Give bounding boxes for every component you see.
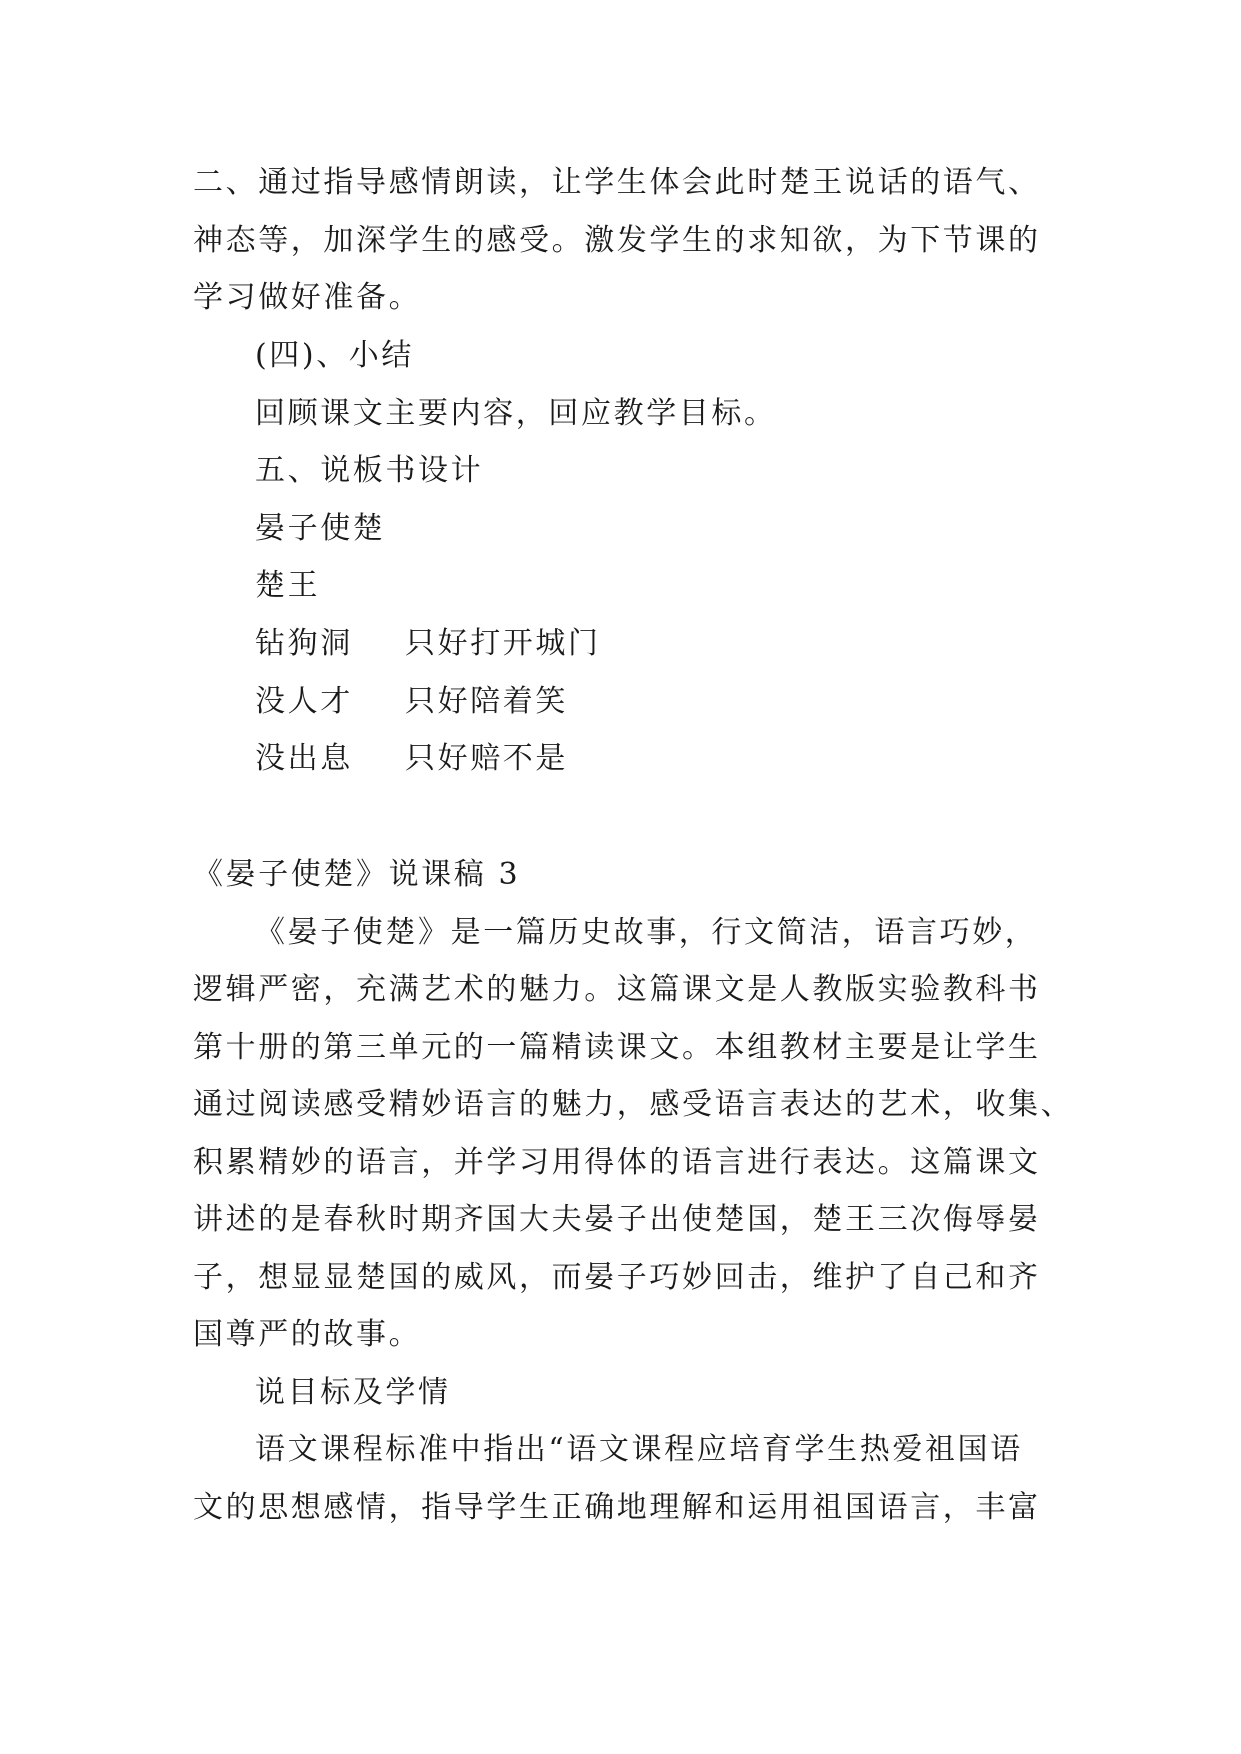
board-row-right: 只好陪着笑 [405, 684, 568, 719]
paragraph-line: 学习做好准备。 [193, 280, 422, 315]
paragraph-line: 语文课程标准中指出“语文课程应培育学生热爱祖国语 [255, 1432, 1023, 1467]
paragraph-line: 通过阅读感受精妙语言的魅力，感受语言表达的艺术，收集、 [193, 1087, 1074, 1122]
summary-text: 回顾课文主要内容，回应教学目标。 [255, 396, 777, 431]
board-row-left: 没出息 [255, 741, 353, 776]
paragraph-line: 积累精妙的语言，并学习用得体的语言进行表达。这篇课文 [193, 1145, 1041, 1180]
board-row-left: 钻狗洞 [255, 626, 353, 661]
paragraph-line: 逻辑严密，充满艺术的魅力。这篇课文是人教版实验教科书 [193, 972, 1041, 1007]
paragraph-line: 神态等，加深学生的感受。激发学生的求知欲，为下节课的 [193, 223, 1041, 258]
paragraph-line: 二、通过指导感情朗读，让学生体会此时楚王说话的语气、 [193, 165, 1041, 200]
summary-heading: (四)、小结 [255, 338, 415, 373]
paragraph-line: 讲述的是春秋时期齐国大夫晏子出使楚国，楚王三次侮辱晏 [193, 1202, 1041, 1237]
board-row [255, 739, 1135, 779]
board-row [255, 624, 1135, 664]
board-heading: 五、说板书设计 [255, 453, 484, 488]
section-title: 《晏子使楚》说课稿 3 [193, 857, 521, 892]
paragraph-line: 《晏子使楚》是一篇历史故事，行文简洁，语言巧妙， [255, 915, 1038, 950]
goals-heading: 说目标及学情 [255, 1375, 451, 1410]
paragraph-line: 文的思想感情，指导学生正确地理解和运用祖国语言，丰富 [193, 1490, 1041, 1525]
board-row-right: 只好打开城门 [405, 626, 601, 661]
paragraph-line: 子，想显显楚国的威风，而晏子巧妙回击，维护了自己和齐 [193, 1260, 1041, 1295]
board-row [255, 682, 1135, 722]
board-title: 晏子使楚 [255, 511, 386, 546]
paragraph-line: 国尊严的故事。 [193, 1317, 422, 1352]
board-row-left: 没人才 [255, 684, 353, 719]
board-subject: 楚王 [255, 568, 321, 603]
board-row-right: 只好赔不是 [405, 741, 568, 776]
paragraph-line: 第十册的第三单元的一篇精读课文。本组教材主要是让学生 [193, 1030, 1041, 1065]
